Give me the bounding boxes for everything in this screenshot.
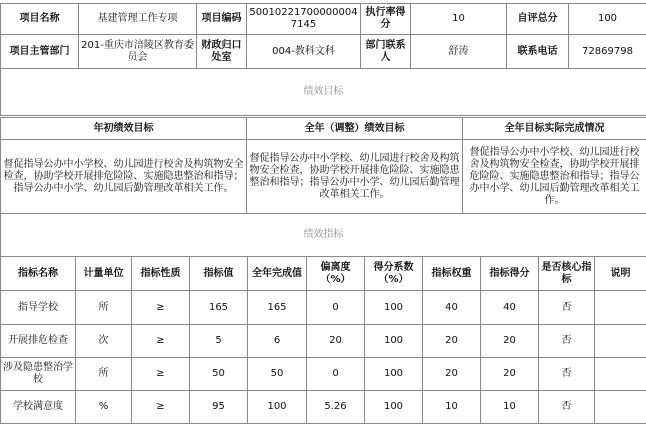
target-value-cell: 95 bbox=[190, 391, 248, 424]
project-name-value: 基建管理工作专项 bbox=[79, 4, 197, 35]
weight-cell: 20 bbox=[423, 358, 481, 391]
table-row bbox=[1, 325, 646, 358]
actual-value-cell: 165 bbox=[248, 291, 307, 325]
weight-cell: 40 bbox=[423, 291, 481, 325]
table-row bbox=[1, 291, 646, 325]
indicators-header-row bbox=[1, 257, 646, 291]
target-value-header: 指标值 bbox=[190, 257, 248, 291]
remarks-header: 说明 bbox=[595, 257, 646, 291]
dept-label: 项目主管部门 bbox=[1, 35, 79, 69]
deviation-cell: 0 bbox=[307, 358, 365, 391]
phone-value: 72869798 bbox=[569, 35, 646, 69]
exec-rate-label: 执行率得分 bbox=[361, 4, 411, 35]
actual-value-cell: 6 bbox=[248, 325, 307, 358]
project-code-value: 500102217000000047145 bbox=[247, 4, 361, 35]
nature-cell: ≥ bbox=[132, 391, 190, 424]
remarks-cell bbox=[595, 391, 646, 424]
score-cell: 40 bbox=[481, 291, 539, 325]
deviation-cell: 0 bbox=[307, 291, 365, 325]
core-indicator-cell: 否 bbox=[539, 325, 595, 358]
dept-value: 201-重庆市涪陵区教育委员会 bbox=[79, 35, 197, 69]
actual-value-cell: 100 bbox=[248, 391, 307, 424]
finance-label: 财政归口处室 bbox=[197, 35, 247, 69]
remarks-cell bbox=[595, 291, 646, 325]
score-cell: 10 bbox=[481, 391, 539, 424]
initial-goal-text: 督促指导公办中小学校、幼儿园进行校舍及构筑物安全检查，协助学校开展排危险险、实施隐患整治和指导；指导公办中小学、幼儿园后勤管理改革相关工作。 bbox=[1, 140, 247, 214]
weight-cell: 20 bbox=[423, 325, 481, 358]
core-indicator-cell: 否 bbox=[539, 358, 595, 391]
indicators-section-title: 绩效指标 bbox=[1, 214, 646, 257]
adjusted-goal-header: 全年（调整）绩效目标 bbox=[247, 118, 463, 140]
contact-value: 舒涛 bbox=[411, 35, 507, 69]
indicators-table bbox=[0, 256, 646, 424]
goals-section-title: 绩效目标 bbox=[1, 69, 646, 116]
score-coefficient-header: 得分系数（%） bbox=[365, 257, 423, 291]
nature-cell: ≥ bbox=[132, 358, 190, 391]
indicator-name-header: 指标名称 bbox=[1, 257, 76, 291]
nature-cell: ≥ bbox=[132, 291, 190, 325]
unit-cell: 所 bbox=[76, 291, 132, 325]
finance-value: 004-教科文科 bbox=[247, 35, 361, 69]
weight-cell: 10 bbox=[423, 391, 481, 424]
unit-cell: 所 bbox=[76, 358, 132, 391]
score-cell: 20 bbox=[481, 325, 539, 358]
project-code-label: 项目编码 bbox=[197, 4, 247, 35]
unit-header: 计量单位 bbox=[76, 257, 132, 291]
self-score-value: 100 bbox=[569, 4, 646, 35]
core-indicator-cell: 否 bbox=[539, 291, 595, 325]
indicator-name-cell: 开展排危检查 bbox=[1, 325, 76, 358]
deviation-header: 偏离度（%） bbox=[307, 257, 365, 291]
phone-label: 联系电话 bbox=[507, 35, 569, 69]
nature-header: 指标性质 bbox=[132, 257, 190, 291]
unit-cell: 次 bbox=[76, 325, 132, 358]
core-indicator-cell: 否 bbox=[539, 391, 595, 424]
core-indicator-header: 是否核心指标 bbox=[539, 257, 595, 291]
project-info-table bbox=[0, 3, 646, 116]
deviation-cell: 5.26 bbox=[307, 391, 365, 424]
score-header: 指标得分 bbox=[481, 257, 539, 291]
deviation-cell: 20 bbox=[307, 325, 365, 358]
table-row bbox=[1, 358, 646, 391]
actual-value-header: 全年完成值 bbox=[248, 257, 307, 291]
target-value-cell: 50 bbox=[190, 358, 248, 391]
indicator-name-cell: 指导学校 bbox=[1, 291, 76, 325]
remarks-cell bbox=[595, 325, 646, 358]
score-cell: 20 bbox=[481, 358, 539, 391]
table-row bbox=[1, 391, 646, 424]
target-value-cell: 5 bbox=[190, 325, 248, 358]
unit-cell: % bbox=[76, 391, 132, 424]
initial-goal-header: 年初绩效目标 bbox=[1, 118, 247, 140]
project-name-label: 项目名称 bbox=[1, 4, 79, 35]
score-coefficient-cell: 100 bbox=[365, 391, 423, 424]
weight-header: 指标权重 bbox=[423, 257, 481, 291]
actual-goal-header: 全年目标实际完成情况 bbox=[463, 118, 646, 140]
score-coefficient-cell: 100 bbox=[365, 291, 423, 325]
score-coefficient-cell: 100 bbox=[365, 325, 423, 358]
self-score-label: 自评总分 bbox=[507, 4, 569, 35]
indicator-name-cell: 学校满意度 bbox=[1, 391, 76, 424]
remarks-cell bbox=[595, 358, 646, 391]
indicator-name-cell: 涉及隐患整治学校 bbox=[1, 358, 76, 391]
adjusted-goal-text: 督促指导公办中小学校、幼儿园进行校舍及构筑物安全检查，协助学校开展排危险险、实施隐患整治和指导；指导公办中小学、幼儿园后勤管理改革相关工作。 bbox=[247, 140, 463, 214]
contact-label: 部门联系人 bbox=[361, 35, 411, 69]
goals-table bbox=[0, 117, 646, 257]
nature-cell: ≥ bbox=[132, 325, 190, 358]
score-coefficient-cell: 100 bbox=[365, 358, 423, 391]
target-value-cell: 165 bbox=[190, 291, 248, 325]
exec-rate-value: 10 bbox=[411, 4, 507, 35]
actual-value-cell: 50 bbox=[248, 358, 307, 391]
actual-goal-text: 督促指导公办中小学校、幼儿园进行校舍及构筑物安全检查，协助学校开展排危险险、实施隐患整治和指导；指导公办中小学、幼儿园后勤管理改革相关工作。 bbox=[463, 140, 646, 214]
